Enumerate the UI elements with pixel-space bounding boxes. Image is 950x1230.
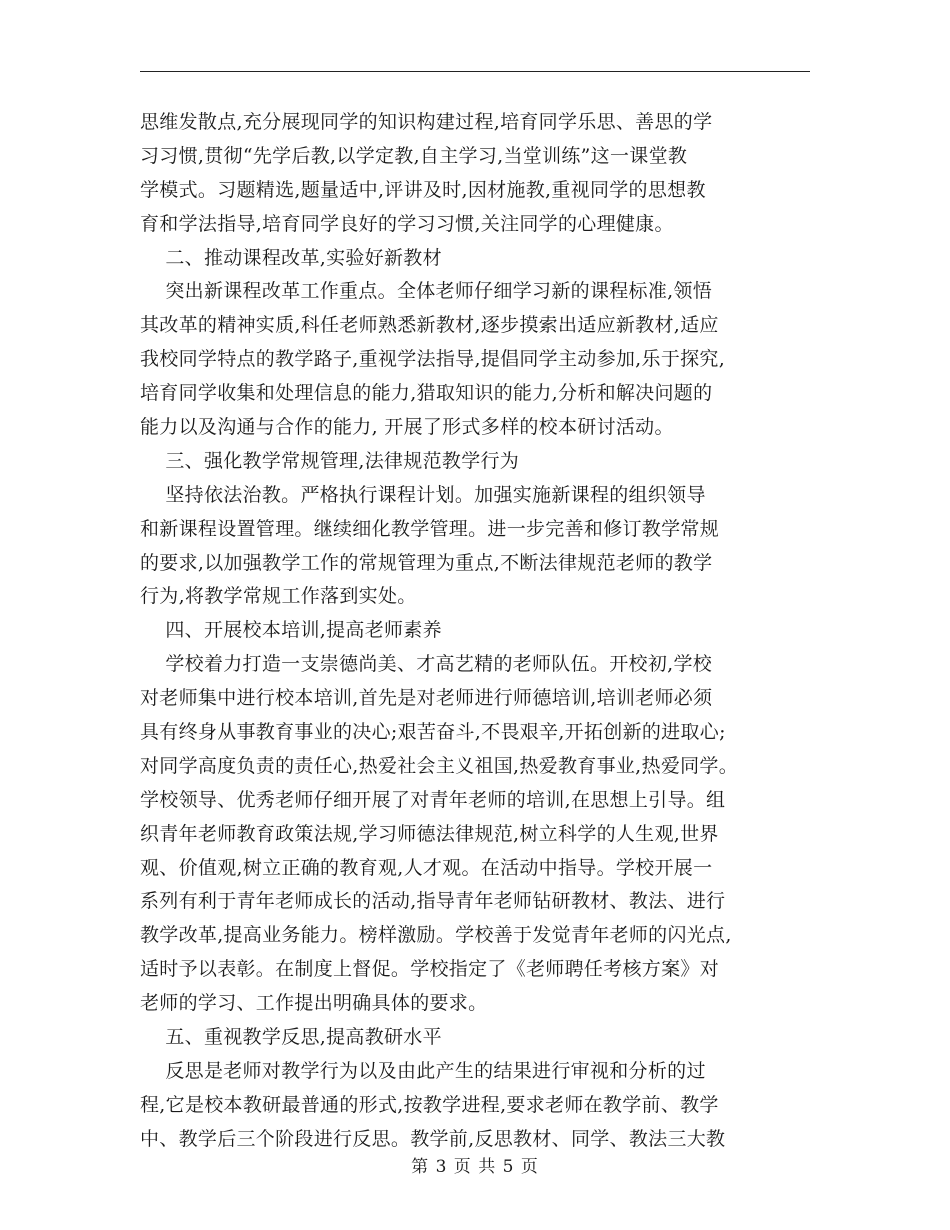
text-line: 中、教学后三个阶段进行反思。教学前,反思教材、同学、教法三大教: [140, 1127, 726, 1150]
header-rule: [140, 71, 810, 72]
text-line: 学模式。习题精选,题量适中,评讲及时,因材施教,重视同学的思想教: [140, 178, 706, 201]
text-line: 其改革的精神实质,科任老师熟悉新教材,逐步摸索出适应新教材,适应: [140, 314, 719, 337]
text-line: 程,它是校本教研最普通的形式,按教学进程,要求老师在教学前、教学: [140, 1093, 719, 1116]
text-line: 对老师集中进行校本培训,首先是对老师进行师德培训,培训老师必须: [140, 687, 713, 710]
text-line: 育和学法指导,培育同学良好的学习习惯,关注同学的心理健康。: [140, 212, 674, 235]
text-line: 织青年老师教育政策法规,学习师德法律规范,树立科学的人生观,世界: [140, 822, 719, 845]
text-line: 能力以及沟通与合作的能力, 开展了形式多样的校本研讨活动。: [140, 416, 674, 439]
text-line: 具有终身从事教育事业的决心;艰苦奋斗,不畏艰辛,开拓创新的进取心;: [140, 721, 726, 744]
text-line: 我校同学特点的教学路子,重视学法指导,提倡同学主动参加,乐于探究,: [140, 348, 726, 371]
text-line: 二、推动课程改革,实验好新教材: [140, 246, 442, 269]
text-line: 突出新课程改革工作重点。全体老师仔细学习新的课程标准,领悟: [140, 280, 713, 303]
text-line: 思维发散点,充分展现同学的知识构建过程,培育同学乐思、善思的学: [140, 111, 713, 133]
text-line: 五、重视教学反思,提高教研水平: [140, 1026, 442, 1049]
text-line: 坚持依法治教。严格执行课程计划。加强实施新课程的组织领导: [140, 483, 706, 506]
text-line: 系列有利于青年老师成长的活动,指导青年老师钻研教材、教法、进行: [140, 890, 726, 913]
page-footer: 第 3 页 共 5 页: [411, 1157, 539, 1177]
text-line: 学校领导、优秀老师仔细开展了对青年老师的培训,在思想上引导。组: [140, 788, 726, 811]
text-line: 和新课程设置管理。继续细化教学管理。进一步完善和修订教学常规: [140, 517, 720, 540]
document-body: [140, 106, 820, 1157]
text-line: 四、开展校本培训,提高老师素养: [140, 619, 442, 642]
text-line: 反思是老师对教学行为以及由此产生的结果进行审视和分析的过: [140, 1059, 706, 1082]
text-line: 培育同学收集和处理信息的能力,猎取知识的能力,分析和解决问题的: [140, 382, 713, 405]
text-line: 的要求,以加强教学工作的常规管理为重点,不断法律规范老师的教学: [140, 551, 713, 574]
text-line: 老师的学习、工作提出明确具体的要求。: [140, 992, 488, 1015]
text-line: 适时予以表彰。在制度上督促。学校指定了《老师聘任考核方案》对: [140, 958, 720, 981]
text-line: 三、强化教学常规管理,法律规范教学行为: [140, 449, 520, 472]
text-line: 观、价值观,树立正确的教育观,人才观。在活动中指导。学校开展一: [140, 856, 713, 879]
text-line: 行为,将教学常规工作落到实处。: [140, 585, 417, 608]
text-line: 习习惯,贯彻“先学后教,以学定教,自主学习,当堂训练”这一课堂教: [140, 144, 688, 167]
text-line: 学校着力打造一支崇德尚美、才高艺精的老师队伍。开校初,学校: [140, 653, 713, 676]
text-line: 教学改革,提高业务能力。榜样激励。学校善于发觉青年老师的闪光点,: [140, 924, 732, 947]
text-line: 对同学高度负责的责任心,热爱社会主义祖国,热爱教育事业,热爱同学。: [140, 754, 739, 777]
